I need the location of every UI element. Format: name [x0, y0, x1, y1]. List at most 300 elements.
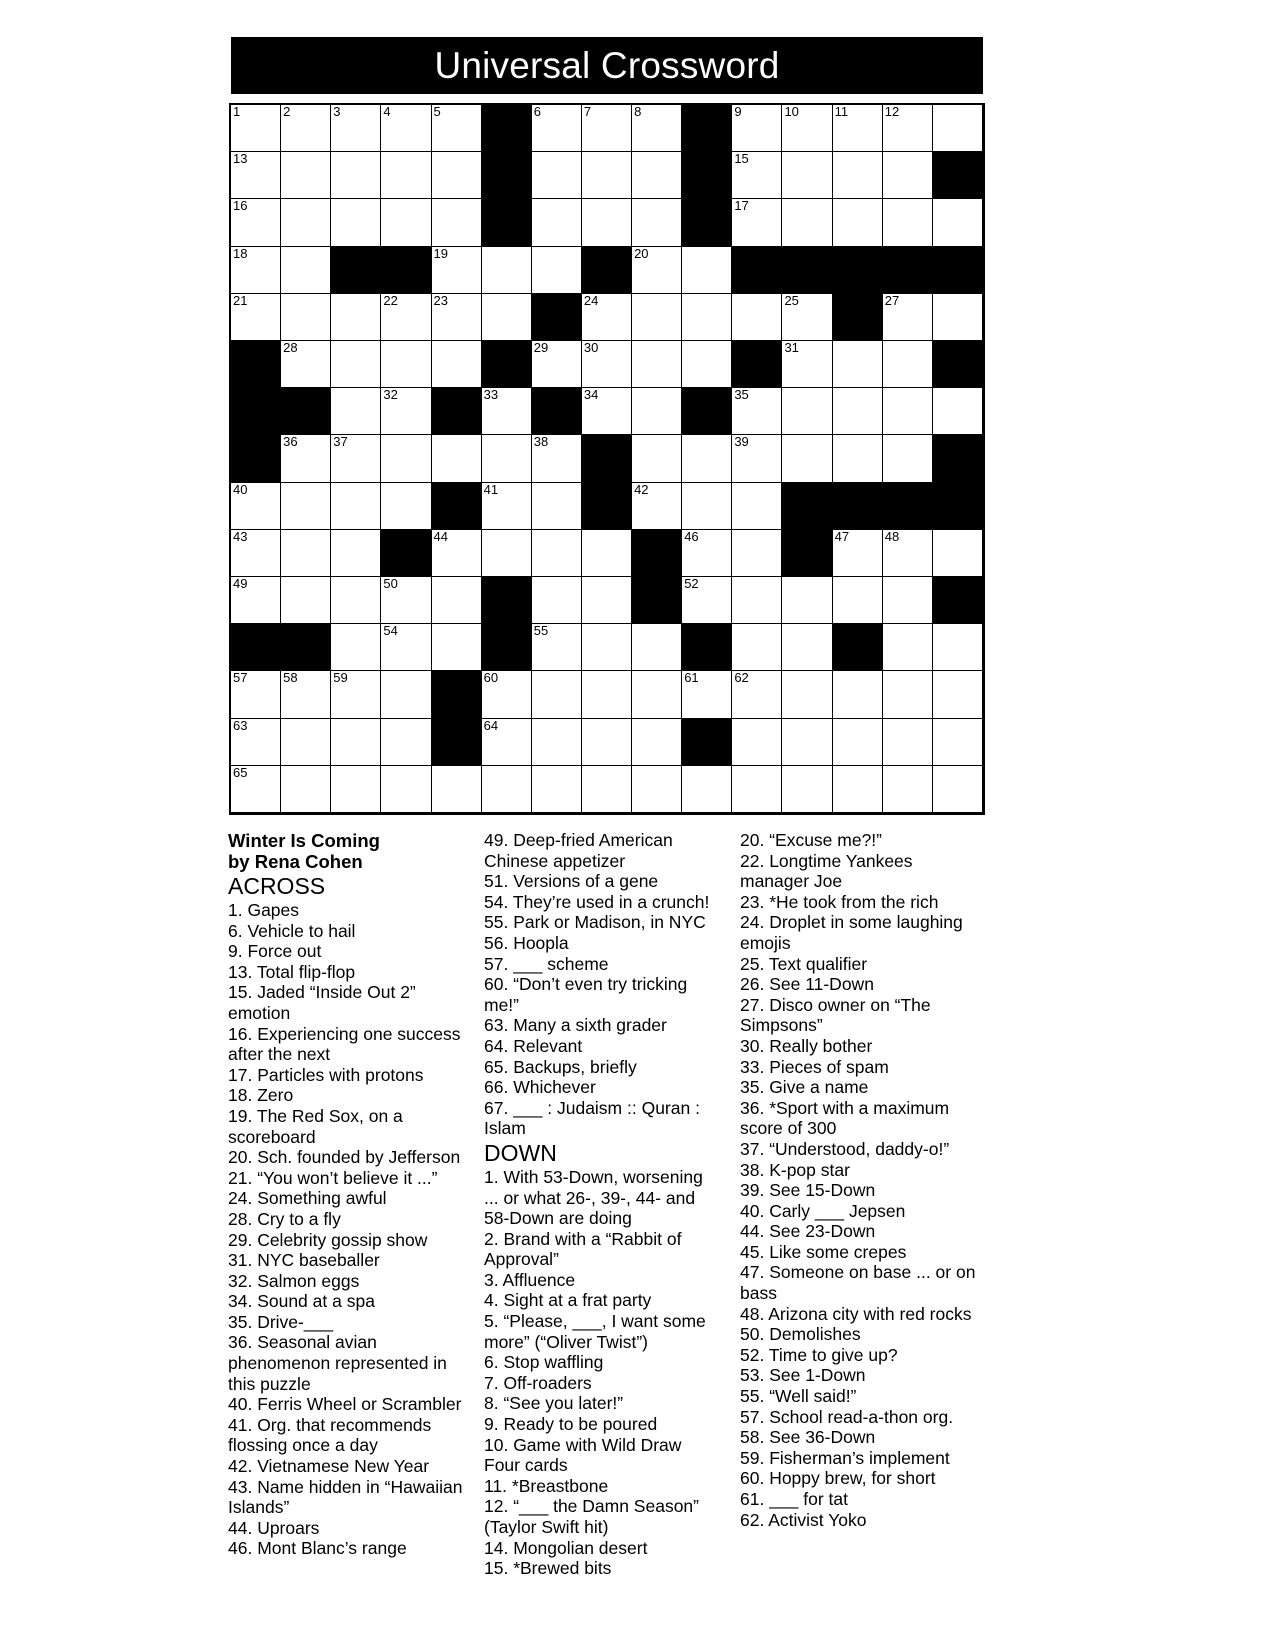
- grid-cell[interactable]: [732, 105, 782, 152]
- grid-cell[interactable]: [732, 671, 782, 718]
- grid-cell[interactable]: [331, 199, 381, 246]
- grid-cell[interactable]: [532, 624, 582, 671]
- grid-cell[interactable]: [682, 766, 732, 813]
- grid-cell[interactable]: [632, 294, 682, 341]
- grid-cell-block: [682, 152, 732, 199]
- grid-cell[interactable]: [833, 105, 883, 152]
- down-clue: 33. Pieces of spam: [740, 1056, 889, 1077]
- grid-cell-block: [933, 152, 983, 199]
- grid-cell[interactable]: [732, 766, 782, 813]
- grid-cell[interactable]: [883, 105, 933, 152]
- down-clue: 57. School read-a-thon org.: [740, 1406, 954, 1427]
- grid-cell[interactable]: [782, 624, 832, 671]
- grid-cell[interactable]: [782, 719, 832, 766]
- grid-cell-number: 7: [583, 104, 592, 119]
- grid-cell[interactable]: [532, 435, 582, 482]
- grid-cell[interactable]: [532, 483, 582, 530]
- grid-cell[interactable]: [381, 577, 431, 624]
- across-clue: 41. Org. that recommends flossing once a day: [228, 1414, 432, 1456]
- grid-cell[interactable]: [933, 388, 983, 435]
- grid-cell[interactable]: [381, 199, 431, 246]
- grid-cell[interactable]: [632, 199, 682, 246]
- grid-cell[interactable]: [883, 530, 933, 577]
- grid-cell[interactable]: [432, 247, 482, 294]
- grid-cell-block: [482, 341, 532, 388]
- grid-cell[interactable]: [331, 577, 381, 624]
- grid-cell[interactable]: [632, 388, 682, 435]
- grid-cell[interactable]: [331, 341, 381, 388]
- grid-cell[interactable]: [281, 152, 331, 199]
- grid-cell[interactable]: [582, 199, 632, 246]
- down-clue: 27. Disco owner on “The Simpsons”: [740, 994, 931, 1036]
- down-clue: 37. “Understood, daddy-o!”: [740, 1138, 950, 1159]
- grid-cell[interactable]: [231, 577, 281, 624]
- grid-cell[interactable]: [231, 105, 281, 152]
- grid-cell-number: 34: [583, 387, 599, 403]
- grid-cell-number: 49: [233, 576, 248, 591]
- grid-cell[interactable]: [883, 766, 933, 813]
- down-clue: 11. *Breastbone: [484, 1475, 609, 1496]
- across-clues-part2: [484, 830, 722, 1139]
- grid-cell[interactable]: [381, 719, 431, 766]
- grid-cell-block: [782, 483, 832, 530]
- grid-cell-number: 33: [483, 387, 499, 403]
- grid-cell[interactable]: [381, 483, 431, 530]
- down-clue: 23. *He took from the rich: [740, 891, 939, 912]
- down-clue: 26. See 11-Down: [740, 974, 874, 995]
- grid-cell[interactable]: [883, 577, 933, 624]
- down-clue: 4. Sight at a frat party: [484, 1290, 652, 1311]
- grid-cell-number: 16: [233, 198, 248, 214]
- grid-cell-number: 18: [233, 245, 248, 261]
- grid-cell-block: [682, 105, 732, 152]
- grid-cell-block: [331, 247, 381, 294]
- grid-cell[interactable]: [331, 294, 381, 341]
- down-clue: 2. Brand with a “Rabbit of Approval”: [484, 1228, 682, 1270]
- grid-cell[interactable]: [532, 719, 582, 766]
- grid-cell[interactable]: [582, 152, 632, 199]
- grid-cell[interactable]: [432, 766, 482, 813]
- grid-cell-number: 9: [734, 104, 742, 119]
- grid-cell[interactable]: [381, 152, 431, 199]
- grid-cell[interactable]: [632, 671, 682, 718]
- grid-cell[interactable]: [381, 766, 431, 813]
- grid-cell[interactable]: [281, 435, 331, 482]
- grid-cell[interactable]: [933, 530, 983, 577]
- across-clue: 35. Drive-___: [228, 1311, 334, 1332]
- grid-cell[interactable]: [582, 766, 632, 813]
- grid-cell-number: 2: [283, 104, 291, 119]
- across-clue: 6. Vehicle to hail: [228, 920, 356, 941]
- grid-cell[interactable]: [883, 388, 933, 435]
- grid-cell[interactable]: [231, 483, 281, 530]
- grid-cell[interactable]: [632, 152, 682, 199]
- across-clue: 34. Sound at a spa: [228, 1291, 375, 1312]
- grid-cell[interactable]: [933, 199, 983, 246]
- grid-cell[interactable]: [582, 388, 632, 435]
- grid-cell[interactable]: [281, 671, 331, 718]
- grid-cell[interactable]: [381, 435, 431, 482]
- grid-cell-block: [482, 152, 532, 199]
- across-clue: 19. The Red Sox, on a scoreboard: [228, 1105, 403, 1147]
- grid-cell[interactable]: [482, 247, 532, 294]
- across-clue: 60. “Don’t even try tricking me!”: [484, 974, 688, 1015]
- down-clue: 30. Really bother: [740, 1035, 873, 1056]
- grid-cell-block: [432, 388, 482, 435]
- grid-cell[interactable]: [482, 766, 532, 813]
- across-clue: 51. Versions of a gene: [484, 871, 659, 892]
- grid-cell-block: [432, 671, 482, 718]
- grid-cell[interactable]: [381, 341, 431, 388]
- grid-cell[interactable]: [582, 530, 632, 577]
- across-clue: 20. Sch. founded by Jefferson: [228, 1147, 461, 1168]
- grid-cell[interactable]: [331, 152, 381, 199]
- grid-cell[interactable]: [682, 483, 732, 530]
- down-clue: 3. Affluence: [484, 1269, 576, 1290]
- grid-cell[interactable]: [231, 152, 281, 199]
- grid-cell[interactable]: [281, 105, 331, 152]
- grid-cell-block: [732, 341, 782, 388]
- grid-cell[interactable]: [782, 435, 832, 482]
- grid-cell[interactable]: [231, 719, 281, 766]
- grid-cell[interactable]: [833, 577, 883, 624]
- grid-cell[interactable]: [732, 530, 782, 577]
- grid-cell-number: 39: [734, 434, 749, 450]
- grid-cell[interactable]: [231, 766, 281, 813]
- grid-cell[interactable]: [281, 247, 331, 294]
- grid-cell-block: [883, 483, 933, 530]
- grid-cell[interactable]: [682, 341, 732, 388]
- grid-cell-number: 43: [233, 528, 248, 544]
- grid-cell[interactable]: [432, 152, 482, 199]
- grid-cell-number: 3: [333, 104, 341, 119]
- grid-cell[interactable]: [482, 719, 532, 766]
- grid-cell[interactable]: [482, 483, 532, 530]
- grid-cell[interactable]: [732, 483, 782, 530]
- grid-cell-number: 63: [233, 717, 248, 733]
- down-clue: 14. Mongolian desert: [484, 1537, 648, 1558]
- grid-cell[interactable]: [281, 577, 331, 624]
- grid-cell-number: 10: [784, 104, 799, 119]
- grid-cell-block: [231, 435, 281, 482]
- grid-cell[interactable]: [482, 435, 532, 482]
- grid-cell[interactable]: [883, 199, 933, 246]
- grid-cell[interactable]: [582, 719, 632, 766]
- grid-cell-block: [231, 624, 281, 671]
- grid-cell[interactable]: [732, 388, 782, 435]
- grid-cell-block: [482, 577, 532, 624]
- grid-cell[interactable]: [582, 671, 632, 718]
- grid-cell-number: 59: [333, 670, 348, 686]
- across-clue: 64. Relevant: [484, 1035, 583, 1056]
- down-clues-part1: [484, 1167, 722, 1579]
- grid-cell[interactable]: [632, 105, 682, 152]
- across-clue: 56. Hoopla: [484, 932, 569, 953]
- grid-cell-number: 36: [283, 434, 298, 450]
- across-clue: 31. NYC baseballer: [228, 1250, 380, 1271]
- grid-cell-number: 5: [433, 104, 441, 119]
- grid-cell[interactable]: [582, 105, 632, 152]
- grid-cell[interactable]: [432, 435, 482, 482]
- grid-cell[interactable]: [532, 766, 582, 813]
- grid-cell-number: 50: [383, 576, 398, 591]
- grid-cell[interactable]: [833, 152, 883, 199]
- grid-cell[interactable]: [331, 105, 381, 152]
- grid-cell[interactable]: [732, 577, 782, 624]
- grid-cell[interactable]: [933, 671, 983, 718]
- grid-cell[interactable]: [381, 388, 431, 435]
- grid-cell-block: [482, 624, 532, 671]
- grid-cell[interactable]: [231, 199, 281, 246]
- grid-cell[interactable]: [782, 341, 832, 388]
- grid-cell[interactable]: [933, 105, 983, 152]
- puzzle-byline: by Rena Cohen: [228, 851, 363, 872]
- grid-cell-number: 60: [483, 670, 499, 686]
- puzzle-title: Winter Is Coming: [228, 830, 380, 851]
- grid-cell[interactable]: [331, 483, 381, 530]
- grid-cell[interactable]: [381, 294, 431, 341]
- grid-cell[interactable]: [782, 388, 832, 435]
- across-clue: 15. Jaded “Inside Out 2” emotion: [228, 982, 416, 1023]
- grid-cell[interactable]: [883, 294, 933, 341]
- grid-cell[interactable]: [482, 294, 532, 341]
- grid-cell[interactable]: [682, 530, 732, 577]
- across-clue: 21. “You won’t believe it ...”: [228, 1167, 438, 1188]
- grid-cell[interactable]: [432, 530, 482, 577]
- grid-cell[interactable]: [281, 483, 331, 530]
- grid-cell[interactable]: [782, 294, 832, 341]
- grid-cell-number: 42: [634, 481, 649, 497]
- grid-cell[interactable]: [732, 435, 782, 482]
- grid-cell[interactable]: [933, 766, 983, 813]
- grid-cell[interactable]: [883, 152, 933, 199]
- grid-cell-number: 57: [233, 670, 248, 686]
- grid-cell[interactable]: [833, 766, 883, 813]
- grid-cell[interactable]: [532, 577, 582, 624]
- down-clue: 50. Demolishes: [740, 1324, 861, 1345]
- down-clue: 38. K-pop star: [740, 1159, 850, 1180]
- grid-cell[interactable]: [582, 341, 632, 388]
- grid-cell[interactable]: [331, 435, 381, 482]
- grid-cell-number: 23: [433, 292, 448, 308]
- grid-cell-number: 30: [583, 340, 599, 355]
- grid-cell[interactable]: [682, 671, 732, 718]
- grid-cell-block: [432, 483, 482, 530]
- grid-cell[interactable]: [381, 671, 431, 718]
- grid-cell[interactable]: [582, 294, 632, 341]
- grid-cell-number: 15: [734, 151, 749, 167]
- across-clue: 17. Particles with protons: [228, 1064, 424, 1085]
- grid-cell[interactable]: [933, 294, 983, 341]
- across-clue: 13. Total flip-flop: [228, 961, 356, 982]
- grid-cell-number: 12: [884, 104, 900, 119]
- grid-cell[interactable]: [682, 247, 732, 294]
- grid-cell-block: [281, 624, 331, 671]
- across-clue: 16. Experiencing one success after the next: [228, 1023, 461, 1065]
- down-clue: 45. Like some crepes: [740, 1241, 907, 1262]
- grid-cell[interactable]: [432, 294, 482, 341]
- grid-cell[interactable]: [682, 435, 732, 482]
- across-clue: 42. Vietnamese New Year: [228, 1456, 430, 1477]
- grid-cell[interactable]: [632, 435, 682, 482]
- grid-cell[interactable]: [532, 105, 582, 152]
- grid-cell[interactable]: [732, 294, 782, 341]
- grid-cell[interactable]: [732, 719, 782, 766]
- crossword-grid[interactable]: [231, 105, 983, 813]
- grid-cell[interactable]: [732, 152, 782, 199]
- grid-cell[interactable]: [231, 530, 281, 577]
- grid-cell[interactable]: [331, 388, 381, 435]
- down-heading: DOWN: [484, 1139, 557, 1166]
- grid-cell-number: 27: [884, 292, 900, 308]
- grid-cell[interactable]: [782, 577, 832, 624]
- grid-cell[interactable]: [432, 341, 482, 388]
- across-clue: 43. Name hidden in “Hawaiian Islands”: [228, 1476, 463, 1518]
- grid-cell-block: [582, 435, 632, 482]
- across-clue: 29. Celebrity gossip show: [228, 1229, 428, 1250]
- grid-cell-block: [833, 483, 883, 530]
- grid-cell[interactable]: [331, 766, 381, 813]
- grid-cell-block: [732, 247, 782, 294]
- grid-cell[interactable]: [883, 671, 933, 718]
- grid-cell[interactable]: [883, 624, 933, 671]
- grid-cell-number: 55: [533, 623, 549, 639]
- grid-cell[interactable]: [833, 671, 883, 718]
- grid-cell[interactable]: [933, 719, 983, 766]
- grid-cell[interactable]: [732, 624, 782, 671]
- grid-cell[interactable]: [833, 388, 883, 435]
- across-clue: 9. Force out: [228, 941, 322, 962]
- grid-cell[interactable]: [632, 624, 682, 671]
- grid-cell-block: [231, 388, 281, 435]
- grid-cell[interactable]: [532, 341, 582, 388]
- across-clue: 40. Ferris Wheel or Scrambler: [228, 1394, 462, 1415]
- grid-cell[interactable]: [331, 624, 381, 671]
- grid-cell[interactable]: [381, 105, 431, 152]
- down-clue: 25. Text qualifier: [740, 953, 868, 974]
- grid-cell-number: 22: [383, 292, 398, 308]
- grid-cell-number: 8: [634, 104, 642, 119]
- grid-cell[interactable]: [632, 341, 682, 388]
- grid-cell[interactable]: [432, 105, 482, 152]
- grid-cell[interactable]: [482, 388, 532, 435]
- grid-cell[interactable]: [833, 435, 883, 482]
- grid-cell[interactable]: [381, 624, 431, 671]
- across-clue: 24. Something awful: [228, 1188, 387, 1209]
- grid-cell[interactable]: [231, 247, 281, 294]
- clue-column-2: [484, 830, 722, 1630]
- grid-cell[interactable]: [833, 199, 883, 246]
- grid-cell[interactable]: [833, 530, 883, 577]
- grid-cell[interactable]: [782, 152, 832, 199]
- grid-cell[interactable]: [582, 624, 632, 671]
- grid-cell[interactable]: [682, 577, 732, 624]
- grid-cell[interactable]: [432, 624, 482, 671]
- down-clue: 6. Stop waffling: [484, 1352, 604, 1373]
- grid-cell[interactable]: [281, 341, 331, 388]
- grid-cell[interactable]: [632, 247, 682, 294]
- grid-cell[interactable]: [782, 671, 832, 718]
- grid-cell-number: 61: [684, 670, 699, 686]
- grid-cell[interactable]: [833, 719, 883, 766]
- grid-cell[interactable]: [281, 294, 331, 341]
- grid-cell[interactable]: [281, 766, 331, 813]
- down-clue: 40. Carly ___ Jepsen: [740, 1200, 906, 1221]
- grid-cell[interactable]: [883, 435, 933, 482]
- down-clue: 10. Game with Wild Draw Four cards: [484, 1434, 682, 1476]
- grid-cell[interactable]: [331, 530, 381, 577]
- grid-cell[interactable]: [632, 766, 682, 813]
- grid-cell[interactable]: [883, 719, 933, 766]
- across-clue: 67. ___ : Judaism :: Quran : Islam: [484, 1097, 700, 1139]
- grid-cell[interactable]: [532, 530, 582, 577]
- grid-cell[interactable]: [782, 105, 832, 152]
- grid-cell[interactable]: [682, 294, 732, 341]
- grid-cell[interactable]: [632, 483, 682, 530]
- grid-cell[interactable]: [281, 719, 331, 766]
- across-clues-part1: [228, 900, 466, 1559]
- grid-cell[interactable]: [331, 719, 381, 766]
- grid-cell[interactable]: [281, 530, 331, 577]
- grid-cell-number: 47: [834, 528, 850, 544]
- across-clue: 28. Cry to a fly: [228, 1208, 341, 1229]
- grid-cell[interactable]: [532, 199, 582, 246]
- grid-cell-number: 13: [233, 151, 248, 167]
- grid-cell-block: [782, 247, 832, 294]
- grid-cell[interactable]: [532, 247, 582, 294]
- down-clue: 15. *Brewed bits: [484, 1558, 612, 1579]
- grid-cell-number: 58: [283, 670, 298, 686]
- grid-cell-block: [883, 247, 933, 294]
- grid-cell-number: 31: [784, 340, 799, 355]
- down-clue: 35. Give a name: [740, 1077, 869, 1098]
- grid-cell-block: [532, 388, 582, 435]
- grid-cell[interactable]: [532, 671, 582, 718]
- grid-cell[interactable]: [432, 199, 482, 246]
- grid-cell-block: [381, 530, 431, 577]
- grid-cell[interactable]: [432, 577, 482, 624]
- grid-cell[interactable]: [732, 199, 782, 246]
- across-clue: 44. Uproars: [228, 1517, 320, 1538]
- grid-cell-block: [682, 719, 732, 766]
- down-clue: 47. Someone on base ... or on bass: [740, 1262, 976, 1304]
- down-clue: 48. Arizona city with red rocks: [740, 1303, 972, 1324]
- grid-cell[interactable]: [281, 199, 331, 246]
- grid-cell[interactable]: [331, 671, 381, 718]
- grid-cell-block: [381, 247, 431, 294]
- grid-cell[interactable]: [582, 577, 632, 624]
- grid-cell[interactable]: [782, 766, 832, 813]
- grid-cell[interactable]: [833, 341, 883, 388]
- down-clue: 5. “Please, ___, I want some more” (“Oliver Twist”): [484, 1311, 706, 1352]
- grid-cell[interactable]: [532, 152, 582, 199]
- grid-cell[interactable]: [933, 624, 983, 671]
- grid-cell[interactable]: [231, 671, 281, 718]
- grid-cell-number: 32: [383, 387, 398, 403]
- grid-cell[interactable]: [883, 341, 933, 388]
- down-clue: 22. Longtime Yankees manager Joe: [740, 850, 913, 892]
- grid-cell[interactable]: [231, 294, 281, 341]
- grid-cell-block: [833, 624, 883, 671]
- grid-cell[interactable]: [782, 199, 832, 246]
- grid-cell-number: 48: [884, 528, 900, 544]
- grid-cell-block: [933, 435, 983, 482]
- grid-cell[interactable]: [632, 719, 682, 766]
- grid-cell[interactable]: [482, 671, 532, 718]
- down-clue: 1. With 53-Down, worsening ... or what 26-, 39-, 44- and 58-Down are doing: [484, 1166, 703, 1229]
- grid-cell-block: [632, 577, 682, 624]
- grid-cell[interactable]: [482, 530, 532, 577]
